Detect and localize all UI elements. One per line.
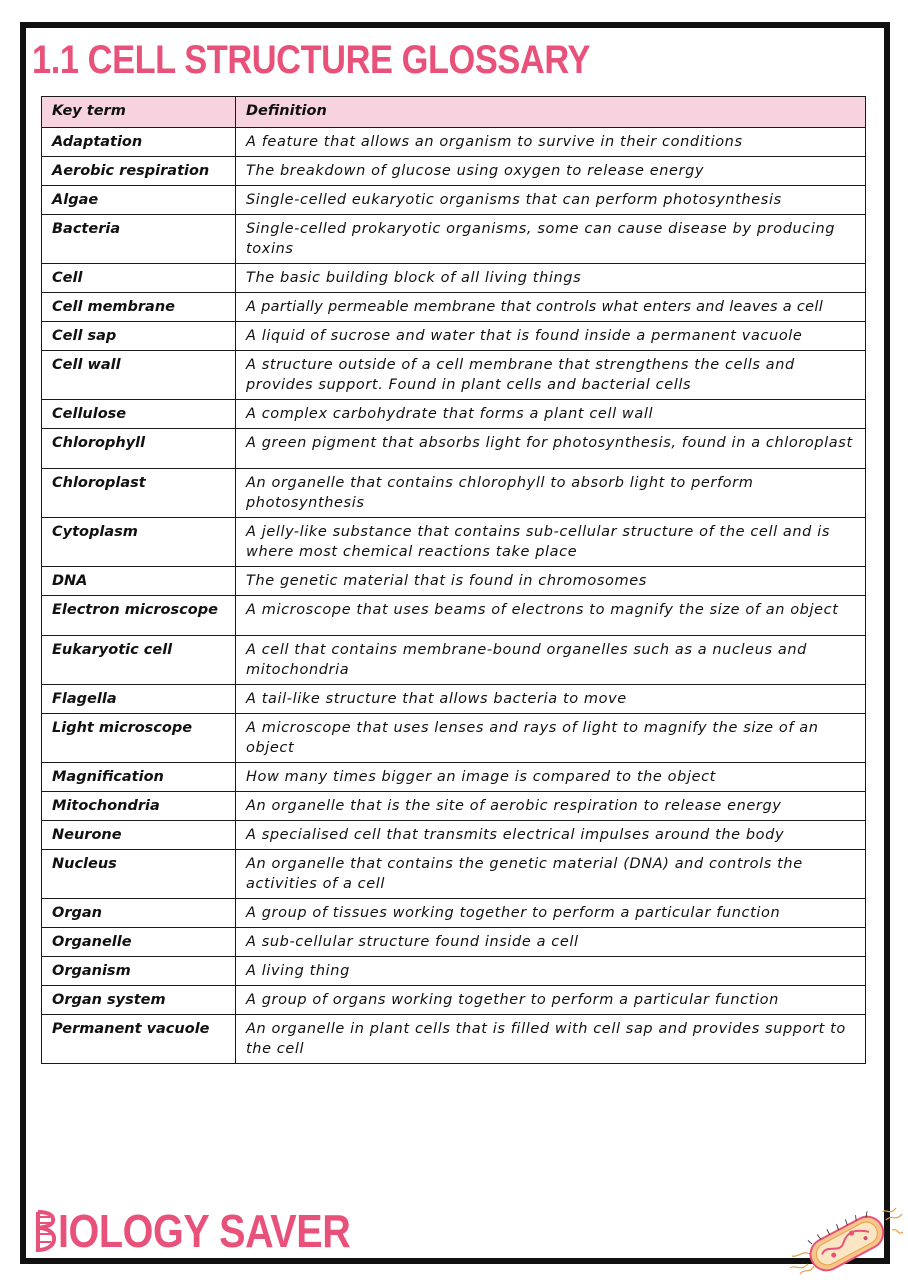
term-cell: Organ system <box>42 986 236 1015</box>
table-row <box>42 469 866 518</box>
term-cell: Cell <box>42 264 236 293</box>
definition-cell: An organelle in plant cells that is filled with cell sap and provides support to the cell <box>236 1015 866 1064</box>
term-cell: Bacteria <box>42 215 236 264</box>
table-row <box>42 293 866 322</box>
term-cell: Eukaryotic cell <box>42 636 236 685</box>
definition-cell: Single-celled eukaryotic organisms that can perform photosynthesis <box>236 186 866 215</box>
table-row <box>42 792 866 821</box>
table-row <box>42 899 866 928</box>
definition-cell: An organelle that contains chlorophyll to absorb light to perform photosynthesis <box>236 469 866 518</box>
definition-cell: A liquid of sucrose and water that is found inside a permanent vacuole <box>236 322 866 351</box>
brand-name: IOLOGY SAVER <box>58 1205 351 1257</box>
term-cell: Electron microscope <box>42 596 236 636</box>
dna-b-icon <box>36 1209 56 1253</box>
term-cell: Organism <box>42 957 236 986</box>
definition-cell: The genetic material that is found in chromosomes <box>236 567 866 596</box>
bacterium-illustration-icon <box>786 1206 904 1276</box>
table-row <box>42 850 866 899</box>
table-row <box>42 429 866 469</box>
table-row <box>42 821 866 850</box>
term-cell: Cell membrane <box>42 293 236 322</box>
term-cell: Cell sap <box>42 322 236 351</box>
table-row <box>42 518 866 567</box>
page-title: 1.1 CELL STRUCTURE GLOSSARY <box>32 38 590 82</box>
definition-cell: A partially permeable membrane that controls what enters and leaves a cell <box>236 293 866 322</box>
term-cell: Chlorophyll <box>42 429 236 469</box>
term-cell: Chloroplast <box>42 469 236 518</box>
term-cell: Algae <box>42 186 236 215</box>
definition-cell: The breakdown of glucose using oxygen to release energy <box>236 157 866 186</box>
term-cell: Permanent vacuole <box>42 1015 236 1064</box>
definition-cell: A group of tissues working together to perform a particular function <box>236 899 866 928</box>
table-row <box>42 714 866 763</box>
term-cell: Adaptation <box>42 128 236 157</box>
term-cell: Aerobic respiration <box>42 157 236 186</box>
definition-cell: A microscope that uses beams of electrons to magnify the size of an object <box>236 596 866 636</box>
term-cell: Cellulose <box>42 400 236 429</box>
term-cell: Organelle <box>42 928 236 957</box>
definition-cell: Single-celled prokaryotic organisms, some can cause disease by producing toxins <box>236 215 866 264</box>
definition-cell: A green pigment that absorbs light for photosynthesis, found in a chloroplast <box>236 429 866 469</box>
definition-cell: The basic building block of all living things <box>236 264 866 293</box>
definition-cell: A jelly-like substance that contains sub-cellular structure of the cell and is where most chemical reactions take place <box>236 518 866 567</box>
table-header-row <box>42 97 866 128</box>
table-row <box>42 128 866 157</box>
table-row <box>42 763 866 792</box>
brand-logo <box>36 1204 398 1258</box>
definition-cell: A complex carbohydrate that forms a plant cell wall <box>236 400 866 429</box>
term-cell: Cytoplasm <box>42 518 236 567</box>
term-cell: Flagella <box>42 685 236 714</box>
definition-cell: A specialised cell that transmits electrical impulses around the body <box>236 821 866 850</box>
definition-cell: A living thing <box>236 957 866 986</box>
definition-cell: A group of organs working together to perform a particular function <box>236 986 866 1015</box>
definition-cell: An organelle that is the site of aerobic respiration to release energy <box>236 792 866 821</box>
table-row <box>42 215 866 264</box>
table-row <box>42 928 866 957</box>
column-header-definition: Definition <box>236 97 866 128</box>
table-row <box>42 567 866 596</box>
table-row <box>42 1015 866 1064</box>
term-cell: Light microscope <box>42 714 236 763</box>
term-cell: DNA <box>42 567 236 596</box>
table-row <box>42 157 866 186</box>
column-header-key-term: Key term <box>42 97 236 128</box>
table-row <box>42 400 866 429</box>
table-row <box>42 957 866 986</box>
definition-cell: An organelle that contains the genetic material (DNA) and controls the activities of a cell <box>236 850 866 899</box>
table-row <box>42 264 866 293</box>
table-row <box>42 351 866 400</box>
table-row <box>42 322 866 351</box>
table-row <box>42 986 866 1015</box>
definition-cell: A sub-cellular structure found inside a cell <box>236 928 866 957</box>
definition-cell: A cell that contains membrane-bound organelles such as a nucleus and mitochondria <box>236 636 866 685</box>
term-cell: Magnification <box>42 763 236 792</box>
term-cell: Mitochondria <box>42 792 236 821</box>
table-row <box>42 186 866 215</box>
table-row <box>42 596 866 636</box>
definition-cell: A feature that allows an organism to survive in their conditions <box>236 128 866 157</box>
table-row <box>42 685 866 714</box>
term-cell: Cell wall <box>42 351 236 400</box>
definition-cell: How many times bigger an image is compared to the object <box>236 763 866 792</box>
table-row <box>42 636 866 685</box>
term-cell: Nucleus <box>42 850 236 899</box>
glossary-table <box>41 96 866 1064</box>
definition-cell: A structure outside of a cell membrane that strengthens the cells and provides support. Found in plant cells and bacterial cells <box>236 351 866 400</box>
definition-cell: A microscope that uses lenses and rays of light to magnify the size of an object <box>236 714 866 763</box>
term-cell: Neurone <box>42 821 236 850</box>
definition-cell: A tail-like structure that allows bacteria to move <box>236 685 866 714</box>
term-cell: Organ <box>42 899 236 928</box>
